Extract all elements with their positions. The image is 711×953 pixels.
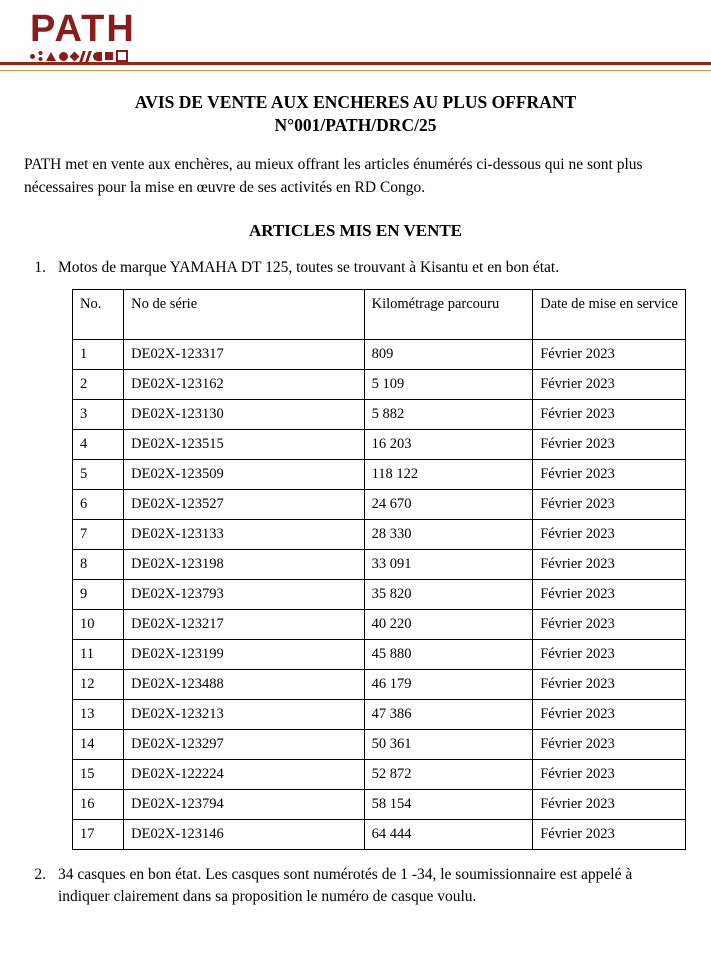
cell-serial: DE02X-123162 [124, 370, 364, 400]
column-header-no: No. [73, 290, 124, 340]
table-row [73, 490, 686, 520]
cell-mileage: 118 122 [364, 460, 533, 490]
table-row [73, 820, 686, 850]
dot-icon [30, 54, 35, 59]
table-row [73, 730, 686, 760]
cell-service-date: Février 2023 [533, 490, 686, 520]
title-line-2: N°001/PATH/DRC/25 [274, 115, 437, 135]
diamond-icon [70, 51, 80, 61]
cell-mileage: 16 203 [364, 430, 533, 460]
cell-mileage: 50 361 [364, 730, 533, 760]
cell-no: 5 [73, 460, 124, 490]
cell-serial: DE02X-123146 [124, 820, 364, 850]
cell-service-date: Février 2023 [533, 730, 686, 760]
cell-no: 14 [73, 730, 124, 760]
cell-serial: DE02X-123217 [124, 610, 364, 640]
title-line-1: AVIS DE VENTE AUX ENCHERES AU PLUS OFFRANT [134, 92, 577, 112]
table-body [73, 340, 686, 850]
cell-serial: DE02X-123130 [124, 400, 364, 430]
dots-icon [38, 51, 43, 61]
items-list-continued [24, 864, 687, 908]
column-header-service-date: Date de mise en service [533, 290, 686, 340]
cell-service-date: Février 2023 [533, 460, 686, 490]
cell-no: 11 [73, 640, 124, 670]
cell-mileage: 58 154 [364, 790, 533, 820]
cell-mileage: 52 872 [364, 760, 533, 790]
slash-icon [85, 51, 92, 62]
cell-mileage: 28 330 [364, 520, 533, 550]
cell-serial: DE02X-123199 [124, 640, 364, 670]
table-row [73, 460, 686, 490]
triangle-icon [46, 52, 56, 61]
cell-service-date: Février 2023 [533, 400, 686, 430]
cell-serial: DE02X-123509 [124, 460, 364, 490]
table-row [73, 670, 686, 700]
cell-no: 15 [73, 760, 124, 790]
cell-service-date: Février 2023 [533, 580, 686, 610]
cell-mileage: 64 444 [364, 820, 533, 850]
table-row [73, 760, 686, 790]
cell-service-date: Février 2023 [533, 610, 686, 640]
page-title [24, 91, 687, 137]
path-logo [30, 10, 136, 62]
column-header-mileage: Kilométrage parcouru [364, 290, 533, 340]
document-header [0, 0, 711, 56]
cell-no: 17 [73, 820, 124, 850]
cell-service-date: Février 2023 [533, 520, 686, 550]
cell-mileage: 40 220 [364, 610, 533, 640]
cell-no: 3 [73, 400, 124, 430]
table-row [73, 640, 686, 670]
cell-no: 6 [73, 490, 124, 520]
cell-no: 13 [73, 700, 124, 730]
cell-service-date: Février 2023 [533, 640, 686, 670]
cell-service-date: Février 2023 [533, 370, 686, 400]
cell-no: 12 [73, 670, 124, 700]
cell-mileage: 33 091 [364, 550, 533, 580]
cell-serial: DE02X-123794 [124, 790, 364, 820]
list-item-text: 34 casques en bon état. Les casques sont numérotés de 1 -34, le soumissionnaire est appelé à indiquer clairement dans sa proposition le numéro de casque voulu. [58, 866, 633, 905]
cell-mileage: 809 [364, 340, 533, 370]
cell-service-date: Février 2023 [533, 340, 686, 370]
table-row [73, 370, 686, 400]
cell-mileage: 46 179 [364, 670, 533, 700]
document-content [0, 71, 711, 908]
cell-no: 4 [73, 430, 124, 460]
cell-serial: DE02X-123213 [124, 700, 364, 730]
cell-serial: DE02X-123133 [124, 520, 364, 550]
list-item [24, 864, 687, 908]
half-circle-icon [93, 52, 102, 61]
table-head [73, 290, 686, 340]
cell-serial: DE02X-123793 [124, 580, 364, 610]
cell-serial: DE02X-123527 [124, 490, 364, 520]
cell-serial: DE02X-123297 [124, 730, 364, 760]
cell-no: 10 [73, 610, 124, 640]
cell-mileage: 35 820 [364, 580, 533, 610]
cell-mileage: 47 386 [364, 700, 533, 730]
cell-service-date: Février 2023 [533, 430, 686, 460]
table-row [73, 790, 686, 820]
table-row [73, 400, 686, 430]
cell-no: 7 [73, 520, 124, 550]
cell-serial: DE02X-122224 [124, 760, 364, 790]
table-row [73, 430, 686, 460]
table-row [73, 610, 686, 640]
circle-icon [59, 52, 68, 61]
cell-serial: DE02X-123198 [124, 550, 364, 580]
items-list [24, 257, 687, 279]
cell-service-date: Février 2023 [533, 670, 686, 700]
cell-serial: DE02X-123488 [124, 670, 364, 700]
cell-mileage: 5 882 [364, 400, 533, 430]
cell-no: 1 [73, 340, 124, 370]
list-item-number: 2. [34, 866, 46, 883]
logo-wordmark: PATH [30, 8, 136, 50]
cell-service-date: Février 2023 [533, 790, 686, 820]
list-item [24, 257, 687, 279]
list-item-number: 1. [34, 259, 46, 276]
logo-glyph-row [30, 50, 136, 62]
cell-no: 9 [73, 580, 124, 610]
cell-service-date: Février 2023 [533, 820, 686, 850]
cell-mileage: 5 109 [364, 370, 533, 400]
table-row [73, 580, 686, 610]
cell-no: 2 [73, 370, 124, 400]
list-item-text: Motos de marque YAMAHA DT 125, toutes se trouvant à Kisantu et en bon état. [58, 259, 560, 276]
square-outline-icon [116, 50, 128, 62]
cell-service-date: Février 2023 [533, 550, 686, 580]
cell-serial: DE02X-123515 [124, 430, 364, 460]
table-header-row [73, 290, 686, 340]
square-icon [105, 52, 113, 60]
intro-paragraph: PATH met en vente aux enchères, au mieux offrant les articles énumérés ci-dessous qui ne sont plus nécessaires pour la mise en œuvre de ses activités en RD Congo. [24, 156, 643, 196]
section-title: ARTICLES MIS EN VENTE [248, 221, 463, 240]
cell-mileage: 45 880 [364, 640, 533, 670]
cell-no: 8 [73, 550, 124, 580]
motorcycles-table [72, 289, 686, 850]
cell-service-date: Février 2023 [533, 760, 686, 790]
column-header-serial: No de série [124, 290, 364, 340]
cell-mileage: 24 670 [364, 490, 533, 520]
table-row [73, 340, 686, 370]
table-row [73, 700, 686, 730]
cell-service-date: Février 2023 [533, 700, 686, 730]
cell-serial: DE02X-123317 [124, 340, 364, 370]
table-row [73, 550, 686, 580]
cell-no: 16 [73, 790, 124, 820]
table-row [73, 520, 686, 550]
